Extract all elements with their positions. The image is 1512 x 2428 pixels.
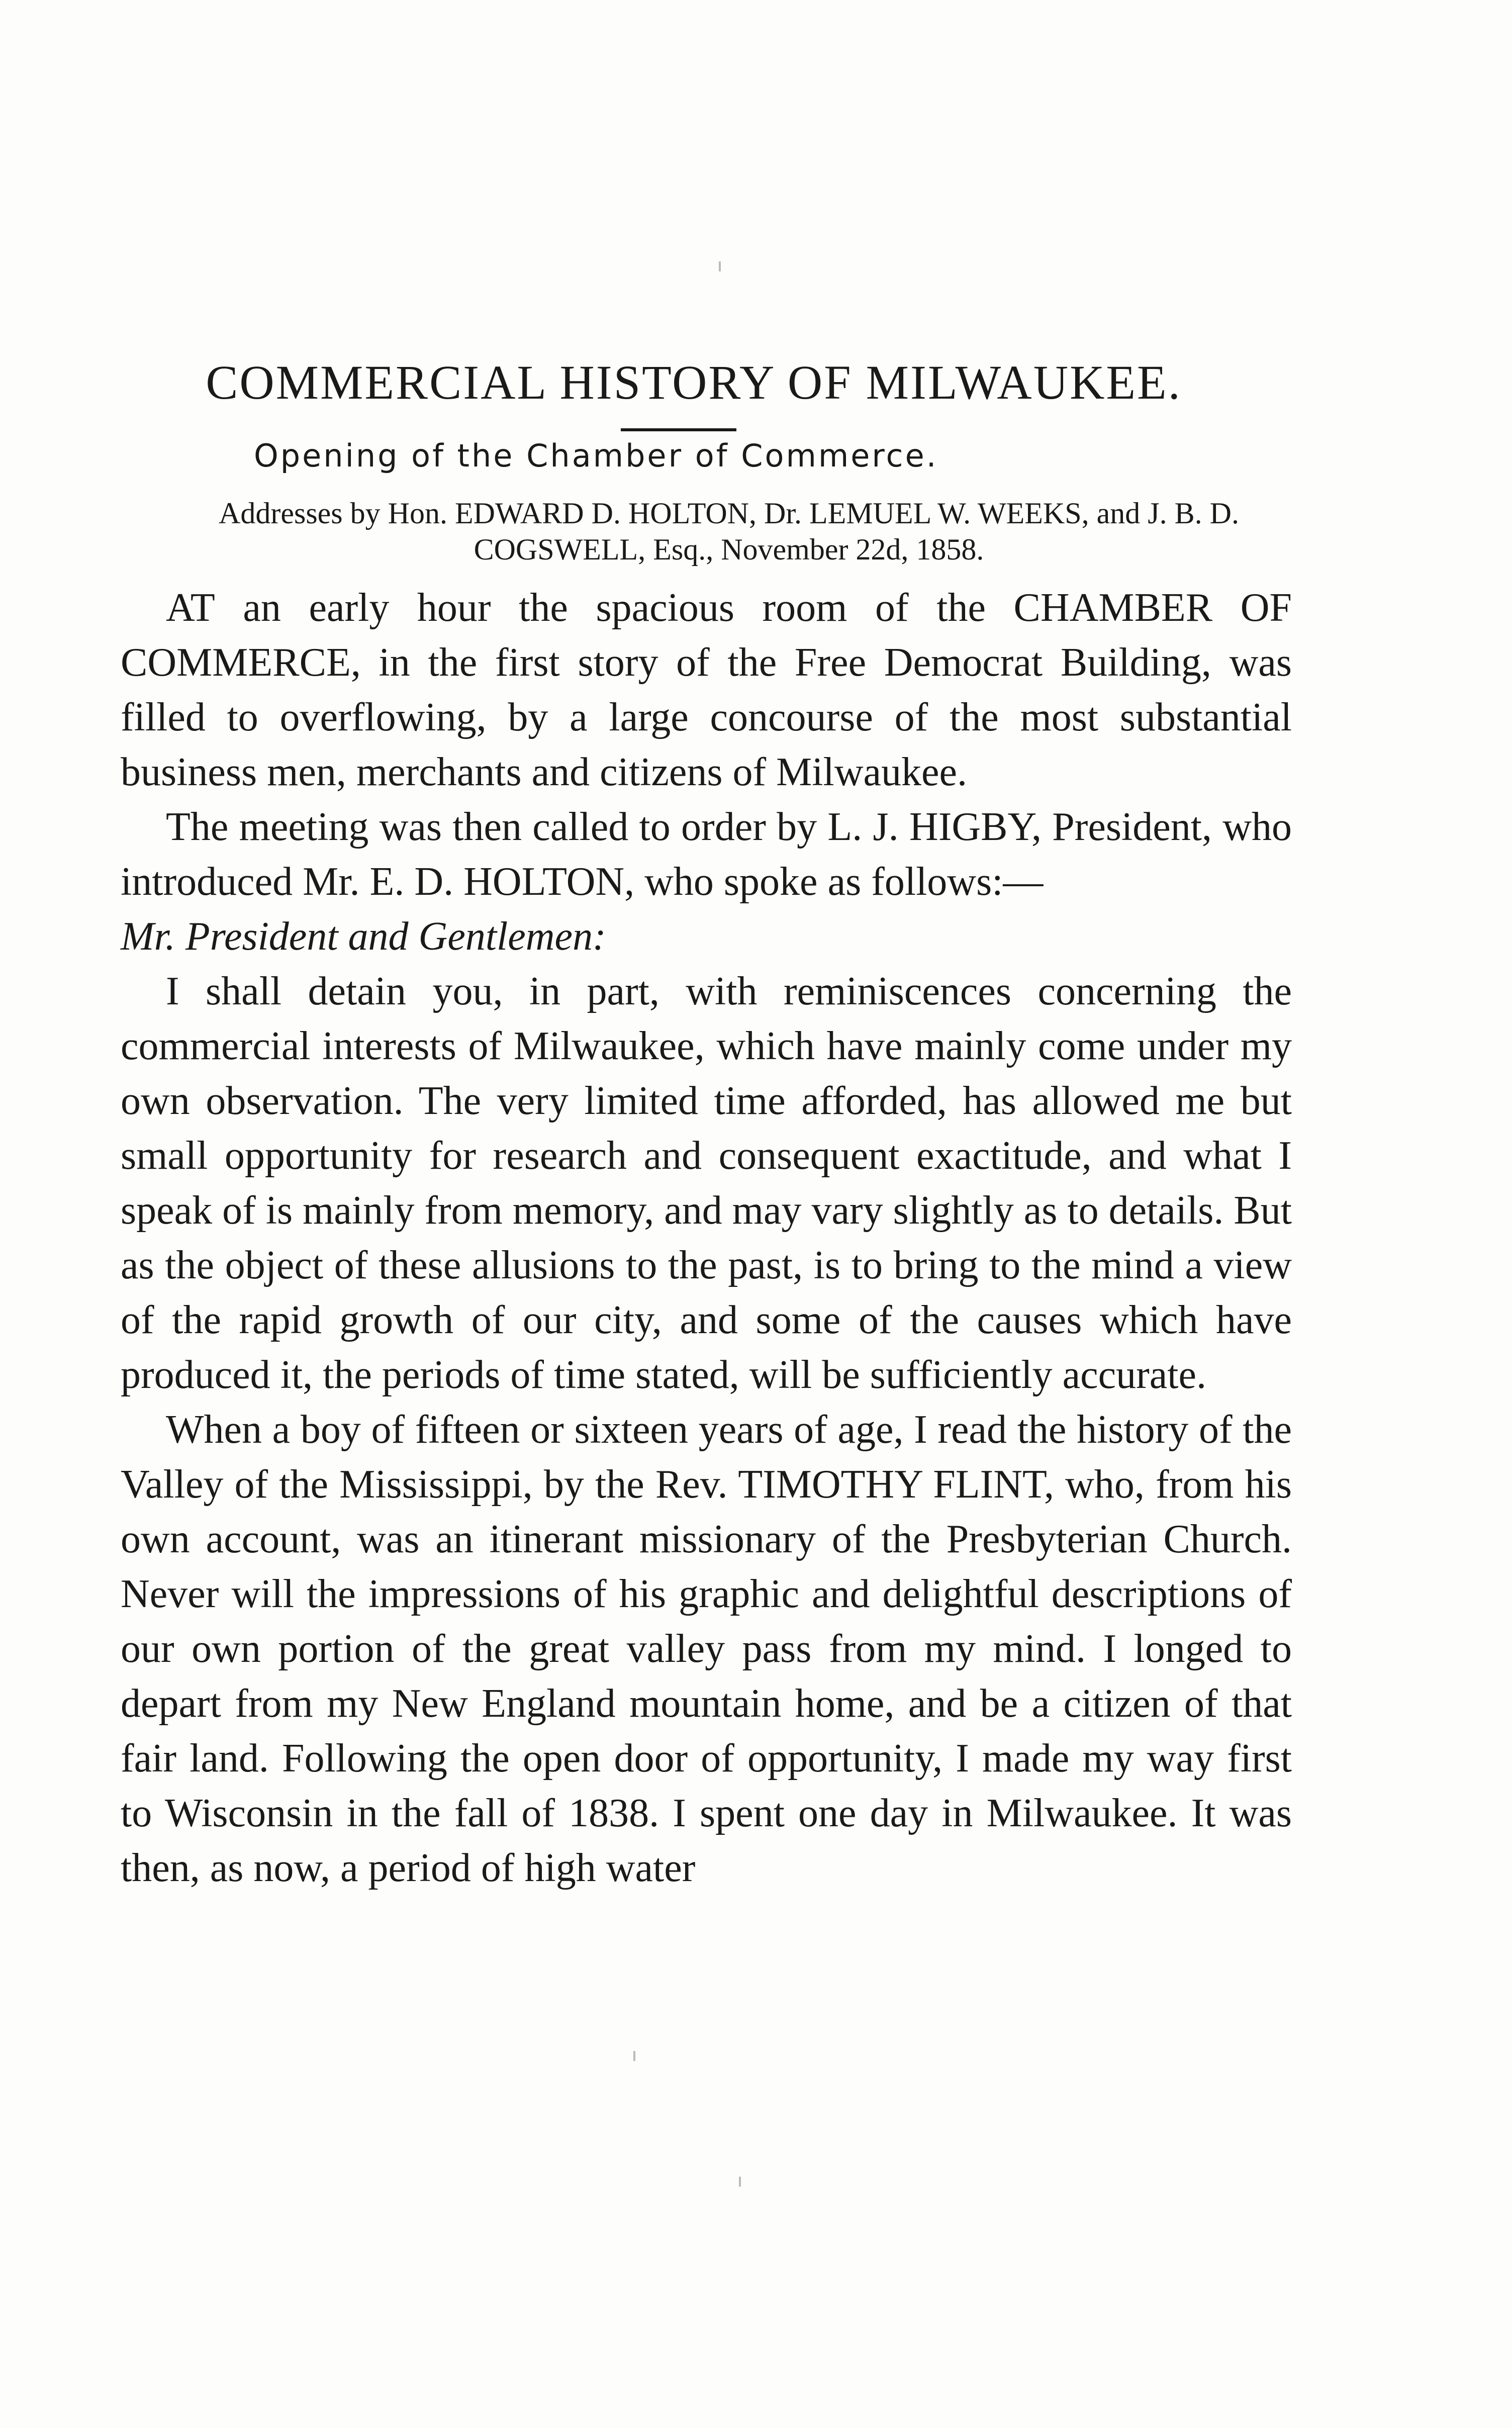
addresses-byline	[121, 495, 1337, 568]
paper-speck	[633, 2051, 635, 2061]
paragraph-meeting: The meeting was then called to order by L. J. HIGBY, President, who introduced Mr. E. D. HOLTON, who spoke as follows:—	[121, 805, 1292, 904]
paragraph-opening	[121, 581, 1292, 800]
addresses-line-2: COGSWELL, Esq., November 22d, 1858.	[474, 533, 984, 566]
addresses-line-1: Addresses by Hon. EDWARD D. HOLTON, Dr. LEMUEL W. WEEKS, and J. B. D.	[219, 497, 1239, 530]
drop-lead: AT	[166, 586, 215, 630]
subtitle: Opening of the Chamber of Commerce.	[254, 437, 938, 474]
paper-speck	[719, 261, 721, 271]
page-title: COMMERCIAL HISTORY OF MILWAUKEE.	[206, 355, 1182, 409]
paragraph-opening-text: an early hour the spacious room of the CHAMBER OF COMMERCE, in the first story of the Free Democrat Building, was filled to overflowing, by a large concourse of the most substantial business men, merchants and citizens of Milwaukee.	[121, 586, 1292, 794]
paragraph-speech-1: I shall detain you, in part, with reminiscences concerning the commercial interests of Milwaukee, which have mainly come under my own observation. The very limited time afforded, has allowed me but small opportunity for research and consequent exactitude, and what I speak of is mainly from memory, and may vary slightly as to details. But as the object of these allusions to the past, is to bring to the mind a view of the rapid growth of our city, and some of the causes which have produced it, the periods of time stated, will be sufficiently accurate.	[121, 969, 1292, 1397]
title-rule	[621, 428, 736, 431]
body-text	[121, 581, 1292, 1896]
salutation: Mr. President and Gentlemen:	[121, 914, 606, 959]
paragraph-speech-2: When a boy of fifteen or sixteen years of age, I read the history of the Valley of the Mississippi, by the Rev. TIMOTHY FLINT, who, from his own account, was an itinerant missionary of the Presbyterian Church. Never will the impressions of his graphic and delightful descriptions of our own portion of the great valley pass from my mind. I longed to depart from my New England mountain home, and be a citizen of that fair land. Following the open door of opportunity, I made my way first to Wisconsin in the fall of 1838. I spent one day in Milwaukee. It was then, as now, a period of high water	[121, 1408, 1292, 1890]
paper-speck	[739, 2177, 741, 2187]
